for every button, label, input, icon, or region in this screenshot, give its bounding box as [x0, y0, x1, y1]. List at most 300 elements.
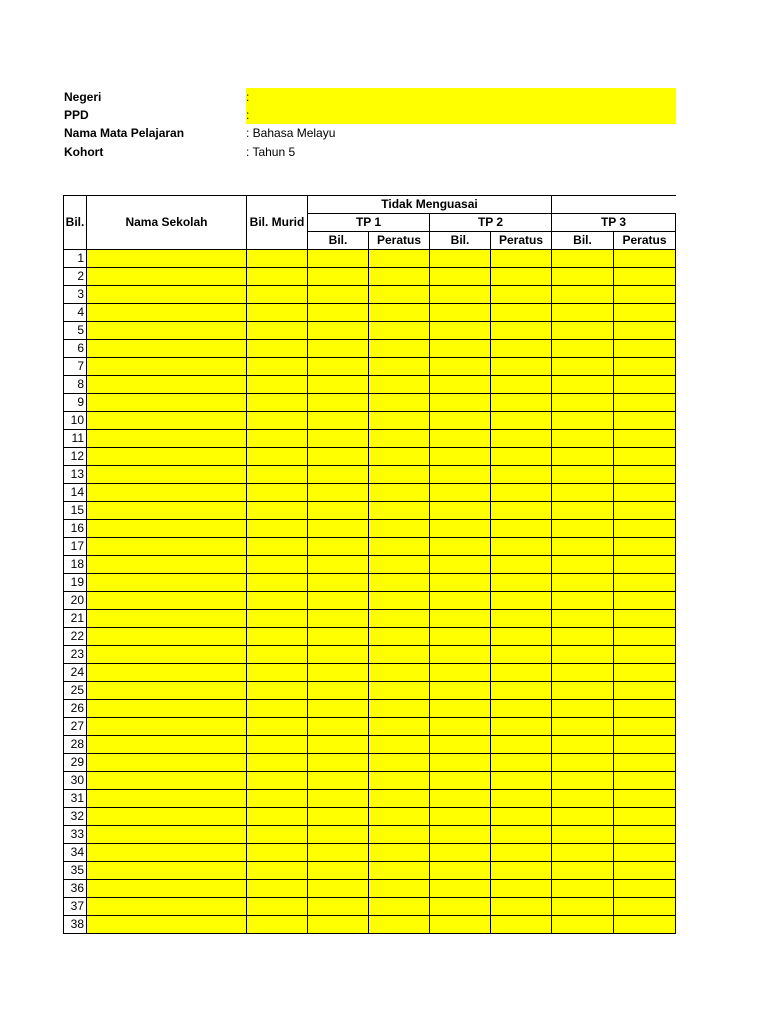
cell-tp1-bil[interactable]: [308, 592, 369, 610]
cell-bil-murid[interactable]: [247, 592, 308, 610]
cell-bil-murid[interactable]: [247, 916, 308, 934]
cell-bil-murid[interactable]: [247, 808, 308, 826]
cell-tp2-bil[interactable]: [430, 394, 491, 412]
cell-tp3-peratus[interactable]: [614, 322, 676, 340]
cell-tp1-peratus[interactable]: [369, 520, 430, 538]
cell-tp2-bil[interactable]: [430, 430, 491, 448]
cell-tp1-bil[interactable]: [308, 862, 369, 880]
cell-tp1-bil[interactable]: [308, 826, 369, 844]
cell-tp1-peratus[interactable]: [369, 394, 430, 412]
cell-nama-sekolah[interactable]: [87, 628, 247, 646]
cell-nama-sekolah[interactable]: [87, 736, 247, 754]
cell-tp3-peratus[interactable]: [614, 376, 676, 394]
cell-tp2-bil[interactable]: [430, 790, 491, 808]
cell-tp3-peratus[interactable]: [614, 736, 676, 754]
cell-tp3-peratus[interactable]: [614, 898, 676, 916]
cell-tp2-peratus[interactable]: [491, 538, 552, 556]
cell-tp3-peratus[interactable]: [614, 772, 676, 790]
cell-tp1-bil[interactable]: [308, 898, 369, 916]
cell-tp3-bil[interactable]: [552, 754, 614, 772]
cell-tp2-bil[interactable]: [430, 772, 491, 790]
cell-nama-sekolah[interactable]: [87, 268, 247, 286]
cell-tp2-peratus[interactable]: [491, 322, 552, 340]
cell-tp2-bil[interactable]: [430, 412, 491, 430]
cell-tp3-bil[interactable]: [552, 286, 614, 304]
cell-nama-sekolah[interactable]: [87, 664, 247, 682]
cell-bil-murid[interactable]: [247, 358, 308, 376]
cell-tp1-bil[interactable]: [308, 250, 369, 268]
cell-bil-murid[interactable]: [247, 574, 308, 592]
cell-tp1-bil[interactable]: [308, 808, 369, 826]
cell-nama-sekolah[interactable]: [87, 718, 247, 736]
cell-nama-sekolah[interactable]: [87, 916, 247, 934]
cell-nama-sekolah[interactable]: [87, 574, 247, 592]
cell-tp1-peratus[interactable]: [369, 898, 430, 916]
cell-tp3-peratus[interactable]: [614, 592, 676, 610]
cell-tp3-bil[interactable]: [552, 772, 614, 790]
cell-tp2-peratus[interactable]: [491, 376, 552, 394]
cell-tp2-peratus[interactable]: [491, 646, 552, 664]
cell-bil-murid[interactable]: [247, 304, 308, 322]
cell-bil-murid[interactable]: [247, 502, 308, 520]
cell-tp2-bil[interactable]: [430, 754, 491, 772]
cell-tp3-peratus[interactable]: [614, 844, 676, 862]
cell-tp3-peratus[interactable]: [614, 502, 676, 520]
cell-tp3-peratus[interactable]: [614, 628, 676, 646]
cell-tp3-bil[interactable]: [552, 880, 614, 898]
cell-tp2-bil[interactable]: [430, 340, 491, 358]
cell-tp1-peratus[interactable]: [369, 916, 430, 934]
cell-bil-murid[interactable]: [247, 664, 308, 682]
cell-tp3-peratus[interactable]: [614, 268, 676, 286]
cell-tp2-peratus[interactable]: [491, 718, 552, 736]
cell-tp1-peratus[interactable]: [369, 664, 430, 682]
cell-nama-sekolah[interactable]: [87, 322, 247, 340]
cell-tp3-bil[interactable]: [552, 484, 614, 502]
cell-bil-murid[interactable]: [247, 538, 308, 556]
cell-tp3-bil[interactable]: [552, 520, 614, 538]
cell-tp3-peratus[interactable]: [614, 862, 676, 880]
cell-tp1-peratus[interactable]: [369, 376, 430, 394]
cell-bil-murid[interactable]: [247, 754, 308, 772]
cell-nama-sekolah[interactable]: [87, 394, 247, 412]
cell-tp1-bil[interactable]: [308, 844, 369, 862]
cell-tp3-bil[interactable]: [552, 268, 614, 286]
cell-tp3-bil[interactable]: [552, 304, 614, 322]
cell-bil-murid[interactable]: [247, 826, 308, 844]
cell-tp1-bil[interactable]: [308, 790, 369, 808]
cell-bil-murid[interactable]: [247, 736, 308, 754]
cell-tp1-bil[interactable]: [308, 466, 369, 484]
cell-nama-sekolah[interactable]: [87, 340, 247, 358]
cell-tp3-peratus[interactable]: [614, 430, 676, 448]
cell-tp1-peratus[interactable]: [369, 322, 430, 340]
cell-tp3-bil[interactable]: [552, 538, 614, 556]
cell-tp2-bil[interactable]: [430, 916, 491, 934]
cell-nama-sekolah[interactable]: [87, 430, 247, 448]
cell-bil-murid[interactable]: [247, 286, 308, 304]
cell-tp2-peratus[interactable]: [491, 772, 552, 790]
cell-tp2-bil[interactable]: [430, 592, 491, 610]
cell-tp3-bil[interactable]: [552, 430, 614, 448]
cell-tp1-bil[interactable]: [308, 538, 369, 556]
cell-bil-murid[interactable]: [247, 646, 308, 664]
cell-tp3-peratus[interactable]: [614, 358, 676, 376]
cell-tp3-bil[interactable]: [552, 358, 614, 376]
cell-nama-sekolah[interactable]: [87, 646, 247, 664]
cell-tp1-bil[interactable]: [308, 286, 369, 304]
cell-nama-sekolah[interactable]: [87, 412, 247, 430]
cell-tp3-bil[interactable]: [552, 250, 614, 268]
cell-tp1-bil[interactable]: [308, 412, 369, 430]
cell-tp3-bil[interactable]: [552, 664, 614, 682]
header-negeri-value[interactable]: :: [246, 88, 676, 106]
cell-bil-murid[interactable]: [247, 682, 308, 700]
cell-tp1-bil[interactable]: [308, 322, 369, 340]
cell-tp3-peratus[interactable]: [614, 286, 676, 304]
cell-tp2-bil[interactable]: [430, 880, 491, 898]
cell-tp3-peratus[interactable]: [614, 538, 676, 556]
cell-tp1-peratus[interactable]: [369, 340, 430, 358]
cell-tp3-peratus[interactable]: [614, 880, 676, 898]
cell-tp1-bil[interactable]: [308, 718, 369, 736]
cell-tp1-bil[interactable]: [308, 736, 369, 754]
cell-tp1-peratus[interactable]: [369, 844, 430, 862]
cell-tp2-peratus[interactable]: [491, 574, 552, 592]
cell-tp2-peratus[interactable]: [491, 790, 552, 808]
cell-tp1-bil[interactable]: [308, 358, 369, 376]
cell-tp1-bil[interactable]: [308, 376, 369, 394]
cell-tp1-peratus[interactable]: [369, 466, 430, 484]
cell-tp3-bil[interactable]: [552, 790, 614, 808]
cell-tp1-peratus[interactable]: [369, 772, 430, 790]
cell-tp1-peratus[interactable]: [369, 430, 430, 448]
cell-tp3-peratus[interactable]: [614, 610, 676, 628]
cell-tp3-bil[interactable]: [552, 466, 614, 484]
cell-nama-sekolah[interactable]: [87, 754, 247, 772]
cell-nama-sekolah[interactable]: [87, 448, 247, 466]
cell-nama-sekolah[interactable]: [87, 484, 247, 502]
cell-tp3-peratus[interactable]: [614, 646, 676, 664]
cell-tp2-peratus[interactable]: [491, 610, 552, 628]
cell-tp3-peratus[interactable]: [614, 448, 676, 466]
cell-nama-sekolah[interactable]: [87, 520, 247, 538]
cell-tp2-bil[interactable]: [430, 898, 491, 916]
cell-tp2-peratus[interactable]: [491, 754, 552, 772]
cell-nama-sekolah[interactable]: [87, 790, 247, 808]
cell-tp2-bil[interactable]: [430, 556, 491, 574]
cell-tp2-peratus[interactable]: [491, 664, 552, 682]
cell-tp2-peratus[interactable]: [491, 268, 552, 286]
cell-tp3-peratus[interactable]: [614, 466, 676, 484]
cell-tp1-bil[interactable]: [308, 304, 369, 322]
cell-tp3-bil[interactable]: [552, 916, 614, 934]
cell-tp2-bil[interactable]: [430, 574, 491, 592]
cell-tp2-peratus[interactable]: [491, 448, 552, 466]
cell-tp2-peratus[interactable]: [491, 466, 552, 484]
cell-tp2-peratus[interactable]: [491, 502, 552, 520]
cell-bil-murid[interactable]: [247, 430, 308, 448]
cell-nama-sekolah[interactable]: [87, 898, 247, 916]
cell-tp3-bil[interactable]: [552, 592, 614, 610]
cell-tp1-peratus[interactable]: [369, 592, 430, 610]
cell-tp1-peratus[interactable]: [369, 628, 430, 646]
cell-nama-sekolah[interactable]: [87, 700, 247, 718]
cell-tp1-peratus[interactable]: [369, 484, 430, 502]
cell-tp3-peratus[interactable]: [614, 340, 676, 358]
cell-tp2-peratus[interactable]: [491, 340, 552, 358]
cell-tp3-bil[interactable]: [552, 700, 614, 718]
cell-tp2-bil[interactable]: [430, 322, 491, 340]
cell-tp2-bil[interactable]: [430, 466, 491, 484]
cell-tp3-peratus[interactable]: [614, 664, 676, 682]
cell-tp1-bil[interactable]: [308, 430, 369, 448]
cell-tp3-bil[interactable]: [552, 862, 614, 880]
cell-bil-murid[interactable]: [247, 376, 308, 394]
cell-bil-murid[interactable]: [247, 448, 308, 466]
cell-tp3-bil[interactable]: [552, 736, 614, 754]
cell-bil-murid[interactable]: [247, 790, 308, 808]
cell-tp1-peratus[interactable]: [369, 268, 430, 286]
cell-nama-sekolah[interactable]: [87, 502, 247, 520]
cell-tp2-bil[interactable]: [430, 376, 491, 394]
cell-tp1-peratus[interactable]: [369, 790, 430, 808]
cell-tp3-bil[interactable]: [552, 808, 614, 826]
cell-tp1-peratus[interactable]: [369, 502, 430, 520]
cell-tp2-peratus[interactable]: [491, 808, 552, 826]
cell-tp3-bil[interactable]: [552, 502, 614, 520]
cell-tp2-bil[interactable]: [430, 628, 491, 646]
cell-bil-murid[interactable]: [247, 556, 308, 574]
cell-tp2-peratus[interactable]: [491, 286, 552, 304]
cell-tp1-bil[interactable]: [308, 664, 369, 682]
cell-tp1-peratus[interactable]: [369, 700, 430, 718]
cell-bil-murid[interactable]: [247, 880, 308, 898]
cell-tp1-peratus[interactable]: [369, 880, 430, 898]
cell-nama-sekolah[interactable]: [87, 304, 247, 322]
cell-tp1-bil[interactable]: [308, 772, 369, 790]
cell-tp2-bil[interactable]: [430, 286, 491, 304]
cell-tp3-peratus[interactable]: [614, 682, 676, 700]
cell-tp1-bil[interactable]: [308, 916, 369, 934]
cell-tp3-peratus[interactable]: [614, 754, 676, 772]
cell-tp1-bil[interactable]: [308, 682, 369, 700]
cell-nama-sekolah[interactable]: [87, 358, 247, 376]
cell-tp1-peratus[interactable]: [369, 754, 430, 772]
cell-nama-sekolah[interactable]: [87, 466, 247, 484]
cell-tp3-peratus[interactable]: [614, 556, 676, 574]
cell-tp1-peratus[interactable]: [369, 610, 430, 628]
cell-nama-sekolah[interactable]: [87, 610, 247, 628]
cell-tp1-peratus[interactable]: [369, 808, 430, 826]
cell-bil-murid[interactable]: [247, 394, 308, 412]
cell-tp3-peratus[interactable]: [614, 574, 676, 592]
cell-bil-murid[interactable]: [247, 484, 308, 502]
cell-tp1-bil[interactable]: [308, 574, 369, 592]
cell-tp3-bil[interactable]: [552, 340, 614, 358]
cell-tp2-peratus[interactable]: [491, 826, 552, 844]
cell-tp3-bil[interactable]: [552, 394, 614, 412]
cell-tp1-peratus[interactable]: [369, 538, 430, 556]
cell-nama-sekolah[interactable]: [87, 556, 247, 574]
cell-nama-sekolah[interactable]: [87, 826, 247, 844]
cell-tp1-bil[interactable]: [308, 628, 369, 646]
cell-tp2-peratus[interactable]: [491, 520, 552, 538]
cell-tp2-bil[interactable]: [430, 448, 491, 466]
cell-tp2-peratus[interactable]: [491, 898, 552, 916]
cell-tp1-bil[interactable]: [308, 520, 369, 538]
cell-tp3-peratus[interactable]: [614, 412, 676, 430]
cell-tp3-bil[interactable]: [552, 826, 614, 844]
cell-bil-murid[interactable]: [247, 718, 308, 736]
cell-tp2-bil[interactable]: [430, 844, 491, 862]
cell-tp2-bil[interactable]: [430, 358, 491, 376]
cell-nama-sekolah[interactable]: [87, 772, 247, 790]
cell-tp1-bil[interactable]: [308, 700, 369, 718]
cell-nama-sekolah[interactable]: [87, 250, 247, 268]
cell-tp2-peratus[interactable]: [491, 484, 552, 502]
cell-tp3-bil[interactable]: [552, 646, 614, 664]
cell-tp1-bil[interactable]: [308, 610, 369, 628]
cell-tp1-peratus[interactable]: [369, 646, 430, 664]
cell-tp3-bil[interactable]: [552, 610, 614, 628]
cell-nama-sekolah[interactable]: [87, 376, 247, 394]
cell-tp3-peratus[interactable]: [614, 808, 676, 826]
cell-tp1-peratus[interactable]: [369, 358, 430, 376]
cell-tp2-peratus[interactable]: [491, 628, 552, 646]
cell-tp2-bil[interactable]: [430, 682, 491, 700]
cell-bil-murid[interactable]: [247, 520, 308, 538]
cell-tp3-peratus[interactable]: [614, 250, 676, 268]
cell-tp3-peratus[interactable]: [614, 916, 676, 934]
cell-tp1-bil[interactable]: [308, 268, 369, 286]
cell-tp2-bil[interactable]: [430, 718, 491, 736]
cell-bil-murid[interactable]: [247, 628, 308, 646]
cell-tp2-peratus[interactable]: [491, 304, 552, 322]
cell-tp1-bil[interactable]: [308, 880, 369, 898]
cell-nama-sekolah[interactable]: [87, 808, 247, 826]
cell-tp1-peratus[interactable]: [369, 448, 430, 466]
cell-tp1-bil[interactable]: [308, 646, 369, 664]
cell-nama-sekolah[interactable]: [87, 844, 247, 862]
cell-tp1-peratus[interactable]: [369, 250, 430, 268]
cell-bil-murid[interactable]: [247, 268, 308, 286]
cell-tp3-bil[interactable]: [552, 628, 614, 646]
cell-tp3-peratus[interactable]: [614, 718, 676, 736]
cell-tp1-peratus[interactable]: [369, 412, 430, 430]
cell-tp2-bil[interactable]: [430, 700, 491, 718]
cell-tp2-bil[interactable]: [430, 268, 491, 286]
cell-tp2-bil[interactable]: [430, 610, 491, 628]
cell-tp2-peratus[interactable]: [491, 844, 552, 862]
cell-tp2-peratus[interactable]: [491, 862, 552, 880]
cell-bil-murid[interactable]: [247, 340, 308, 358]
cell-tp3-bil[interactable]: [552, 448, 614, 466]
cell-tp1-peratus[interactable]: [369, 682, 430, 700]
cell-bil-murid[interactable]: [247, 898, 308, 916]
cell-tp3-peratus[interactable]: [614, 700, 676, 718]
cell-nama-sekolah[interactable]: [87, 880, 247, 898]
cell-tp1-peratus[interactable]: [369, 862, 430, 880]
cell-tp2-bil[interactable]: [430, 250, 491, 268]
cell-tp1-bil[interactable]: [308, 484, 369, 502]
cell-tp1-bil[interactable]: [308, 340, 369, 358]
cell-bil-murid[interactable]: [247, 610, 308, 628]
cell-tp2-bil[interactable]: [430, 484, 491, 502]
cell-tp3-bil[interactable]: [552, 718, 614, 736]
cell-nama-sekolah[interactable]: [87, 682, 247, 700]
cell-tp3-peratus[interactable]: [614, 304, 676, 322]
cell-tp1-bil[interactable]: [308, 448, 369, 466]
cell-tp3-bil[interactable]: [552, 574, 614, 592]
cell-tp2-peratus[interactable]: [491, 250, 552, 268]
cell-tp3-bil[interactable]: [552, 844, 614, 862]
cell-tp2-bil[interactable]: [430, 736, 491, 754]
cell-tp1-peratus[interactable]: [369, 736, 430, 754]
cell-bil-murid[interactable]: [247, 700, 308, 718]
cell-bil-murid[interactable]: [247, 250, 308, 268]
cell-tp1-bil[interactable]: [308, 754, 369, 772]
cell-tp2-peratus[interactable]: [491, 700, 552, 718]
cell-tp3-bil[interactable]: [552, 898, 614, 916]
cell-tp1-bil[interactable]: [308, 502, 369, 520]
cell-bil-murid[interactable]: [247, 322, 308, 340]
header-ppd-value[interactable]: :: [246, 106, 676, 124]
cell-tp2-peratus[interactable]: [491, 358, 552, 376]
cell-tp2-bil[interactable]: [430, 304, 491, 322]
cell-tp2-bil[interactable]: [430, 664, 491, 682]
cell-tp3-bil[interactable]: [552, 322, 614, 340]
cell-tp1-bil[interactable]: [308, 394, 369, 412]
cell-bil-murid[interactable]: [247, 466, 308, 484]
cell-nama-sekolah[interactable]: [87, 286, 247, 304]
cell-tp2-peratus[interactable]: [491, 736, 552, 754]
cell-tp1-bil[interactable]: [308, 556, 369, 574]
cell-tp2-peratus[interactable]: [491, 682, 552, 700]
cell-bil-murid[interactable]: [247, 844, 308, 862]
cell-tp2-peratus[interactable]: [491, 556, 552, 574]
cell-tp2-bil[interactable]: [430, 646, 491, 664]
cell-nama-sekolah[interactable]: [87, 538, 247, 556]
cell-tp3-peratus[interactable]: [614, 394, 676, 412]
cell-tp2-bil[interactable]: [430, 538, 491, 556]
cell-tp3-bil[interactable]: [552, 556, 614, 574]
cell-tp3-bil[interactable]: [552, 376, 614, 394]
cell-nama-sekolah[interactable]: [87, 592, 247, 610]
cell-tp3-peratus[interactable]: [614, 826, 676, 844]
cell-tp1-peratus[interactable]: [369, 286, 430, 304]
cell-tp2-peratus[interactable]: [491, 412, 552, 430]
cell-tp1-peratus[interactable]: [369, 718, 430, 736]
cell-tp2-bil[interactable]: [430, 808, 491, 826]
cell-tp3-bil[interactable]: [552, 412, 614, 430]
cell-tp2-bil[interactable]: [430, 502, 491, 520]
cell-tp2-bil[interactable]: [430, 826, 491, 844]
cell-tp2-peratus[interactable]: [491, 430, 552, 448]
cell-tp1-peratus[interactable]: [369, 574, 430, 592]
cell-tp1-peratus[interactable]: [369, 556, 430, 574]
cell-tp3-peratus[interactable]: [614, 790, 676, 808]
cell-tp3-peratus[interactable]: [614, 484, 676, 502]
cell-tp2-bil[interactable]: [430, 862, 491, 880]
cell-tp2-peratus[interactable]: [491, 592, 552, 610]
cell-tp1-peratus[interactable]: [369, 304, 430, 322]
cell-tp2-bil[interactable]: [430, 520, 491, 538]
cell-tp2-peratus[interactable]: [491, 880, 552, 898]
cell-tp3-bil[interactable]: [552, 682, 614, 700]
cell-tp2-peratus[interactable]: [491, 394, 552, 412]
cell-bil-murid[interactable]: [247, 862, 308, 880]
